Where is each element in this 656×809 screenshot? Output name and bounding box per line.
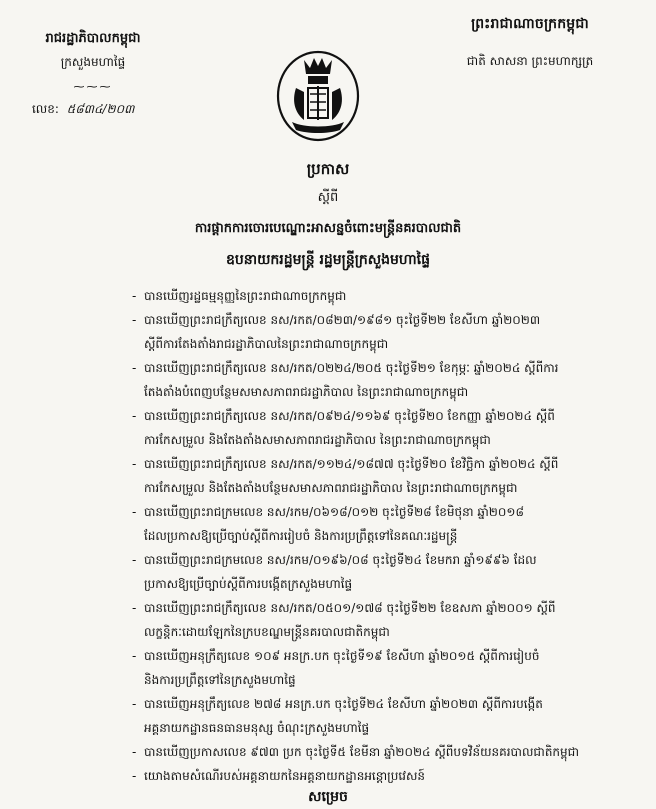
reference-line	[132, 693, 632, 716]
reference-text: បានឃើញព្រះរាជក្រឹត្យលេខ នស/រកត/០៥០១/១៧៨ ចុះថ្ងៃទី២២ ខែឧសភា ឆ្នាំ២០០១ ស្ដីពី	[144, 601, 556, 615]
ministry-header	[18, 30, 168, 93]
reference-line	[132, 333, 632, 356]
reference-line	[132, 453, 632, 476]
bullet-dash: -	[132, 601, 137, 615]
reference-text: អគ្គនាយកដ្ឋានធនធានមនុស្ស ចំណុះក្រសួងមហាផ្ទៃ	[144, 721, 370, 735]
reference-value: ៥៨៣៤/២០៣	[66, 102, 135, 116]
reference-text: តែងតាំងបំពេញបន្ថែមសមាសភាពរាជរដ្ឋាភិបាល នៃព្រះរាជាណាចក្រកម្ពុជា	[144, 385, 469, 399]
national-header	[445, 14, 615, 71]
reference-line	[132, 309, 632, 332]
reference-line	[132, 573, 632, 596]
bullet-dash: -	[132, 553, 137, 567]
reference-line	[132, 765, 632, 788]
reference-line	[132, 549, 632, 572]
kingdom-title: ព្រះរាជាណាចក្រកម្ពុជា	[471, 16, 589, 32]
reference-text: យោងតាមសំណើរបស់អគ្គនាយកនៃអគ្គនាយកដ្ឋានអន្តោប្រវេសន៍	[144, 769, 426, 783]
national-motto: ជាតិ សាសនា ព្រះមហាក្សត្រ	[466, 54, 594, 68]
bullet-dash: -	[132, 505, 137, 519]
reference-line	[132, 597, 632, 620]
reference-text: បានឃើញរដ្ឋធម្មនុញ្ញនៃព្រះរាជាណាចក្រកម្ពុជា	[144, 289, 347, 303]
reference-text: ស្ដីពីការតែងតាំងរាជរដ្ឋាភិបាលនៃព្រះរាជាណាចក្រកម្ពុជា	[144, 337, 389, 351]
reference-line	[132, 501, 632, 524]
reference-number	[32, 101, 134, 119]
reference-line	[132, 621, 632, 644]
reference-text: បានឃើញព្រះរាជក្រឹត្យលេខ នស/រកត/០៨២៣/១៩៨១ ចុះថ្ងៃទី២២ ខែសីហា ឆ្នាំ២០២៣	[144, 313, 541, 327]
reference-text: លក្ខន្តិកៈដោយឡែកនៃក្របខណ្ឌមន្ត្រីនគរបាលជាតិកម្ពុជា	[144, 625, 390, 639]
reference-line	[132, 669, 632, 692]
bullet-dash: -	[132, 457, 137, 471]
decision-heading: សម្រេច	[308, 789, 348, 805]
ministry-name: ក្រសួងមហាផ្ទៃ	[60, 55, 126, 69]
reference-line	[132, 405, 632, 428]
reference-text: បានឃើញអនុក្រឹត្យលេខ ១០៩ អនក្រ.បក ចុះថ្ងៃទី១៩ ខែសីហា ឆ្នាំ២០១៥ ស្ដីពីការរៀបចំ	[144, 649, 540, 663]
reference-line	[132, 357, 632, 380]
reference-text: ប្រកាសឱ្យប្រើច្បាប់ស្ដីពីការបង្កើតក្រសួងមហាផ្ទៃ	[144, 577, 353, 591]
references-list	[132, 285, 632, 789]
document-title-block	[0, 160, 656, 239]
royal-coat-of-arms-icon	[274, 48, 362, 144]
bullet-dash: -	[132, 289, 137, 303]
issuer-title: ឧបនាយករដ្ឋមន្ត្រី រដ្ឋមន្ត្រីក្រសួងមហាផ្ទៃ	[225, 252, 430, 268]
bullet-dash: -	[132, 313, 137, 327]
document-type: ប្រកាស	[306, 160, 350, 178]
bullet-dash: -	[132, 361, 137, 375]
bullet-dash: -	[132, 745, 137, 759]
about-label: ស្ដីពី	[317, 190, 339, 205]
bullet-dash: -	[132, 649, 137, 663]
reference-line	[132, 741, 632, 764]
reference-text: និងការប្រព្រឹត្តទៅនៃក្រសួងមហាផ្ទៃ	[144, 673, 296, 687]
reference-text: បានឃើញព្រះរាជក្រមលេខ នស/រកម/០១៩៦/០៨ ចុះថ្ងៃទី២៤ ខែមករា ឆ្នាំ១៩៩៦ ដែល	[144, 553, 537, 567]
reference-line	[132, 429, 632, 452]
reference-line	[132, 525, 632, 548]
reference-text: បានឃើញព្រះរាជក្រឹត្យលេខ នស/រកត/០៩២៤/១១៦៩ ចុះថ្ងៃទី២០ ខែកញ្ញា ឆ្នាំ២០២៤ ស្ដីពី	[144, 409, 555, 423]
reference-line	[132, 285, 632, 308]
reference-text: បានឃើញប្រកាសលេខ ៩៧៣ ប្រក ចុះថ្ងៃទី៥ ខែមីនា ឆ្នាំ២០២៤ ស្ដីពីបទវិន័យនគរបាលជាតិកម្ពុជា	[144, 745, 580, 759]
reference-line	[132, 645, 632, 668]
reference-text: បានឃើញព្រះរាជក្រឹត្យលេខ នស/រកត/០២២៤/២០៥ ចុះថ្ងៃទី២១ ខែកុម្ភៈ ឆ្នាំ២០២៤ ស្ដីពីការ	[144, 361, 559, 375]
reference-text: បានឃើញព្រះរាជក្រឹត្យលេខ នស/រកត/១១២៤/១៨៧៧ ចុះថ្ងៃទី២០ ខែវិច្ឆិកា ឆ្នាំ២០២៤ ស្ដីពី	[144, 457, 559, 471]
reference-text: ការកែសម្រួល និងតែងតាំងសមាសភាពរាជរដ្ឋាភិបាល នៃព្រះរាជាណាចក្រកម្ពុជា	[144, 433, 491, 447]
reference-line	[132, 381, 632, 404]
reference-text: ដែលប្រកាសឱ្យប្រើច្បាប់ស្ដីពីការរៀបចំ និងការប្រព្រឹត្តទៅនៃគណៈរដ្ឋមន្ត្រី	[144, 529, 458, 543]
reference-label: លេខ:	[32, 102, 59, 116]
government-name: រាជរដ្ឋាភិបាលកម្ពុជា	[45, 31, 141, 46]
reference-text: ការកែសម្រួល និងតែងតាំងបន្ថែមសមាសភាពរាជរដ្ឋាភិបាល នៃព្រះរាជាណាចក្រកម្ពុជា	[144, 481, 518, 495]
bullet-dash: -	[132, 697, 137, 711]
bullet-dash: -	[132, 769, 137, 783]
reference-line	[132, 477, 632, 500]
document-subject: ការផ្ដាកការចោរបេណ្ឌោះអាសន្នចំពោះមន្ត្រីនគរបាលជាតិ	[194, 221, 462, 236]
reference-text: បានឃើញអនុក្រឹត្យលេខ ២៧៨ អនក្រ.បក ចុះថ្ងៃទី២៤ ខែសីហា ឆ្នាំ២០២៣ ស្ដីពីការបង្កើត	[144, 697, 543, 711]
bullet-dash: -	[132, 409, 137, 423]
ornament-divider: ⁓⁓⁓	[73, 80, 113, 93]
reference-text: បានឃើញព្រះរាជក្រមលេខ នស/រកម/០៦១៨/០១២ ចុះថ្ងៃទី២៨ ខែមិថុនា ឆ្នាំ២០១៨	[144, 505, 524, 519]
reference-line	[132, 717, 632, 740]
